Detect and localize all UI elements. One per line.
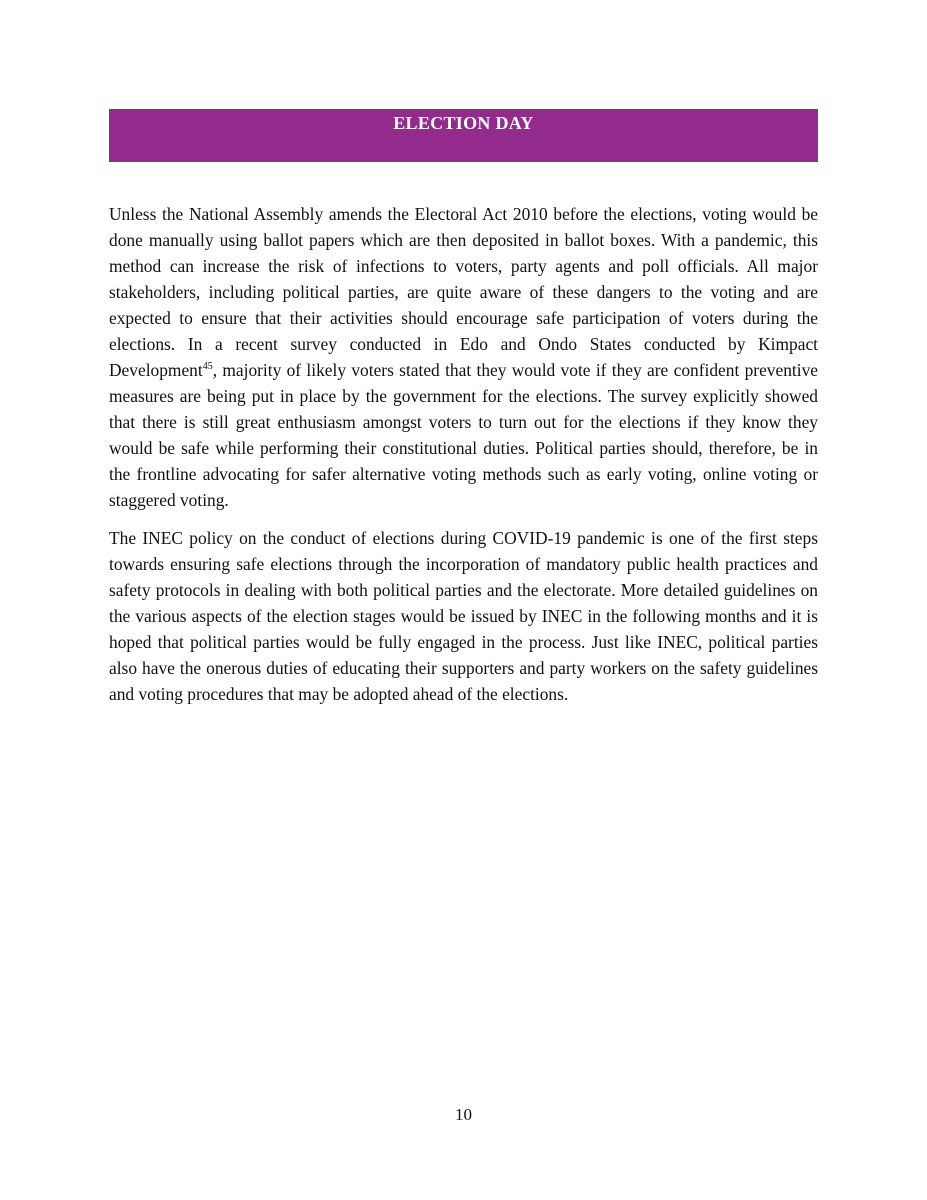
body-text — [109, 201, 818, 719]
paragraph-1-text-before-footnote: Unless the National Assembly amends the Electoral Act 2010 before the elections, voting would be done manually using ballot papers which are then deposited in ballot boxes. With a pandemic, this method can increase the risk of infections to voters, party agents and poll officials. All major stakeholders, including political parties, are quite aware of these dangers to the voting and are expected to ensure that their activities should encourage safe participation of voters during the elections. In a recent survey conducted in Edo and Ondo States conducted by Kimpact Development — [109, 204, 818, 380]
section-header-banner — [109, 109, 818, 162]
paragraph-1 — [109, 201, 818, 513]
page-number: 10 — [455, 1105, 472, 1124]
paragraph-1-text-after-footnote: , majority of likely voters stated that they would vote if they are confident preventive measures are being put in place by the government for the elections. The survey explicitly showed that there is still great enthusiasm amongst voters to turn out for the elections if they know they would be safe while performing their constitutional duties. Political parties should, therefore, be in the frontline advocating for safer alternative voting methods such as early voting, online voting or staggered voting. — [109, 360, 818, 510]
paragraph-2: The INEC policy on the conduct of elections during COVID-19 pandemic is one of the first steps towards ensuring safe elections through the incorporation of mandatory public health practices and safety protocols in dealing with both political parties and the electorate. More detailed guidelines on the various aspects of the election stages would be issued by INEC in the following months and it is hoped that political parties would be fully engaged in the process. Just like INEC, political parties also have the onerous duties of educating their supporters and party workers on the safety guidelines and voting procedures that may be adopted ahead of the elections. — [109, 528, 818, 704]
footnote-reference[interactable]: 45 — [202, 361, 213, 373]
section-title: ELECTION DAY — [393, 113, 534, 133]
